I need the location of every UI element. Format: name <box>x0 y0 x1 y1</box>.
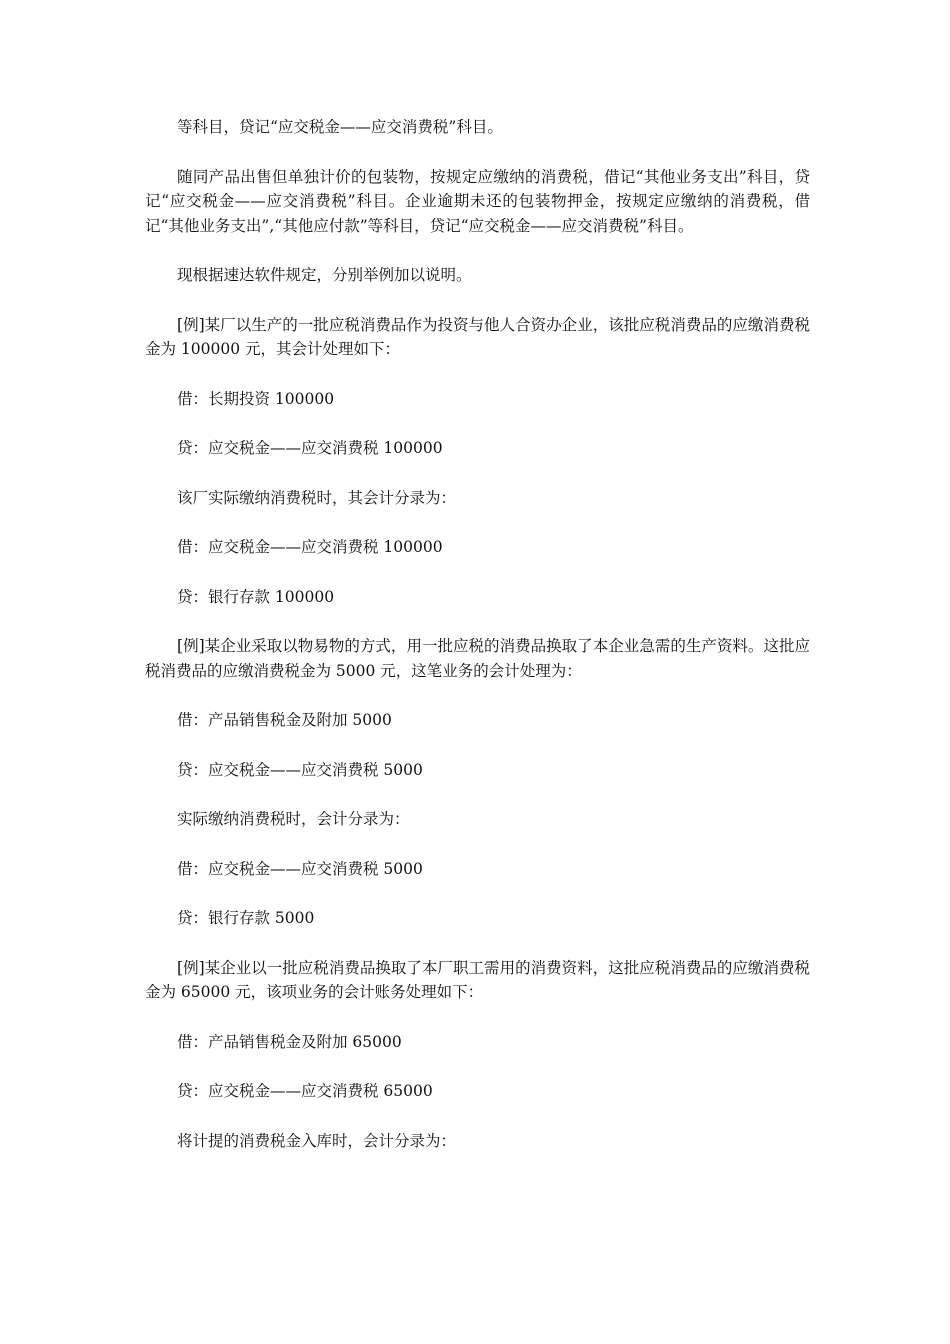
example-paragraph: [例]某厂以生产的一批应税消费品作为投资与他人合资办企业，该批应税消费品的应缴消费税金为 100000 元，其会计处理如下： <box>145 315 810 358</box>
document-body <box>145 115 810 1153</box>
journal-entry: 借：应交税金——应交消费税 100000 <box>177 538 443 556</box>
journal-entry: 贷：银行存款 100000 <box>177 587 335 606</box>
journal-entry: 贷：应交税金——应交消费税 100000 <box>177 439 443 457</box>
paragraph: 等科目，贷记“应交税金——应交消费税”科目。 <box>177 118 503 136</box>
journal-entry: 贷：银行存款 5000 <box>177 909 315 927</box>
example-paragraph: [例]某企业采取以物易物的方式，用一批应税的消费品换取了本企业急需的生产资料。这批应税消费品的应缴消费税金为 5000 元，这笔业务的会计处理为： <box>145 637 810 680</box>
paragraph: 随同产品出售但单独计价的包装物，按规定应缴纳的消费税，借记“其他业务支出”科目，贷记“应交税金——应交消费税”科目。企业逾期未还的包装物押金，按规定应缴纳的消费税，借记“其他业务支出”,“其他应付款”等科目，贷记“应交税金——应交消费税”科目。 <box>145 167 810 235</box>
paragraph: 将计提的消费税金入库时，会计分录为： <box>177 1131 457 1150</box>
journal-entry: 借：产品销售税金及附加 65000 <box>177 1032 402 1051</box>
journal-entry: 贷：应交税金——应交消费税 5000 <box>177 760 423 779</box>
journal-entry: 借：应交税金——应交消费税 5000 <box>177 859 423 878</box>
journal-entry: 借：产品销售税金及附加 5000 <box>177 711 392 729</box>
journal-entry: 贷：应交税金——应交消费税 65000 <box>177 1082 433 1100</box>
example-paragraph: [例]某企业以一批应税消费品换取了本厂职工需用的消费资料，这批应税消费品的应缴消费税金为 65000 元，该项业务的会计账务处理如下： <box>145 958 810 1001</box>
journal-entry: 借：长期投资 100000 <box>177 389 335 408</box>
paragraph: 现根据速达软件规定，分别举例加以说明。 <box>177 266 472 284</box>
paragraph: 该厂实际缴纳消费税时，其会计分录为： <box>177 488 457 507</box>
paragraph: 实际缴纳消费税时，会计分录为： <box>177 810 410 828</box>
